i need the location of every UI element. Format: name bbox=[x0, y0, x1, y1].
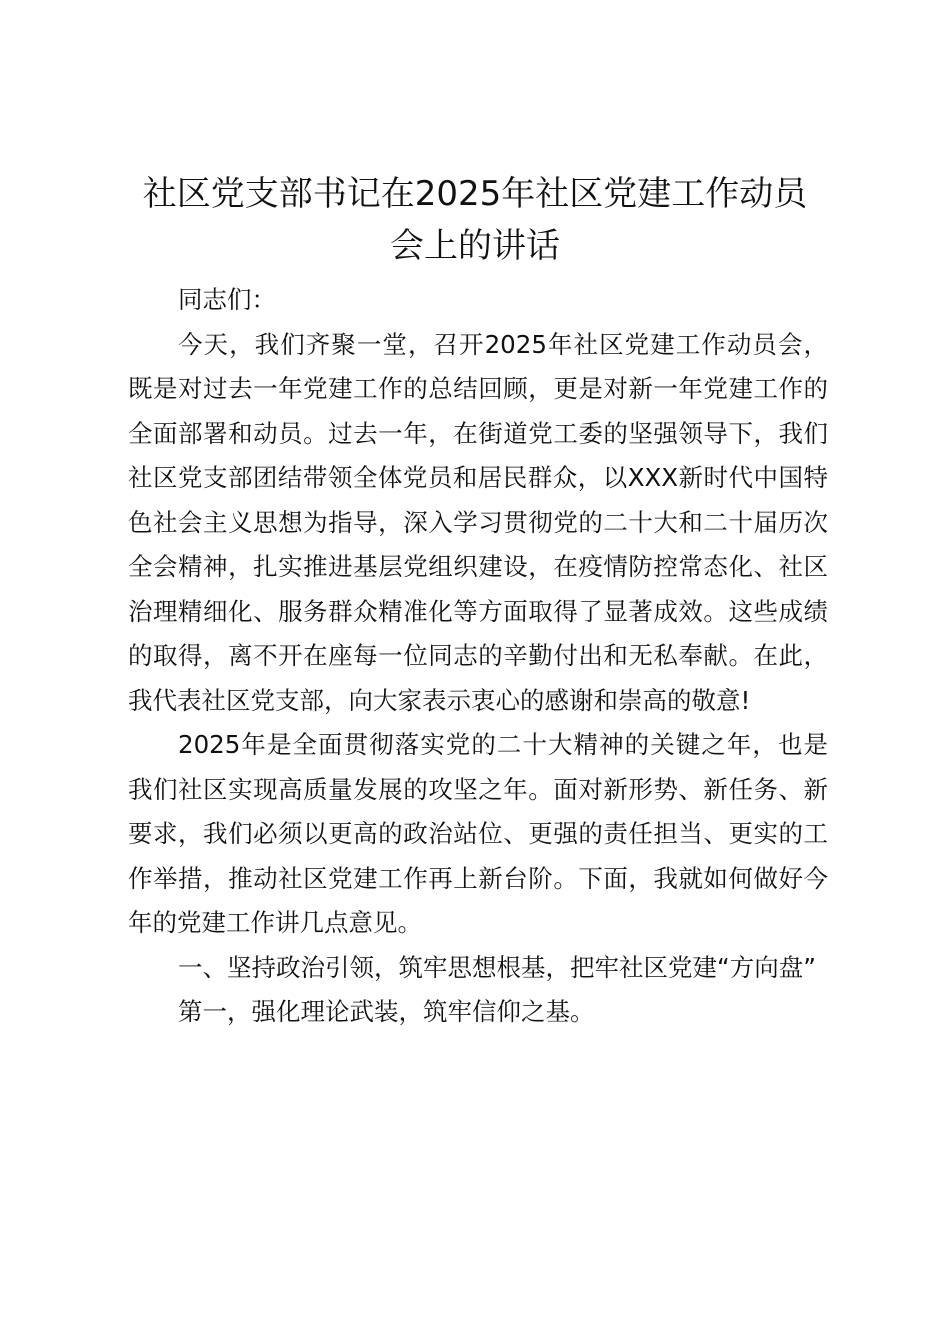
document-body bbox=[128, 278, 828, 1035]
title-line-1: 社区党支部书记在2025年社区党建工作动员 bbox=[142, 174, 808, 214]
paragraph-2025-goals: 2025年是全面贯彻落实党的二十大精神的关键之年，也是我们社区实现高质量发展的攻坚之年。面对新形势、新任务、新要求，我们必须以更高的政治站位、更强的责任担当、更实的工作举措，推动社区党建工作再上新台阶。下面，我就如何做好今年的党建工作讲几点意见。 bbox=[128, 730, 828, 937]
title-line-2: 会上的讲话 bbox=[390, 226, 560, 266]
section-heading-1: 一、坚持政治引领，筑牢思想根基，把牢社区党建“方向盘” bbox=[178, 952, 816, 982]
salutation: 同志们： bbox=[178, 285, 276, 314]
document-title bbox=[120, 168, 830, 272]
paragraph-opening: 今天，我们齐聚一堂，召开2025年社区党建工作动员会，既是对过去一年党建工作的总结回顾，更是对新一年党建工作的全面部署和动员。过去一年，在街道党工委的坚强领导下，我们社区党支部团结带领全体党员和居民群众，以XXX新时代中国特色社会主义思想为指导，深入学习贯彻党的二十大和二十届历次全会精神，扎实推进基层党组织建设，在疫情防控常态化、社区治理精细化、服务群众精准化等方面取得了显著成效。这些成绩的取得，离不开在座每一位同志的辛勤付出和无私奉献。在此，我代表社区党支部，向大家表示衷心的感谢和崇高的敬意! bbox=[128, 329, 828, 715]
subsection-heading-1: 第一，强化理论武装，筑牢信仰之基。 bbox=[178, 997, 595, 1026]
